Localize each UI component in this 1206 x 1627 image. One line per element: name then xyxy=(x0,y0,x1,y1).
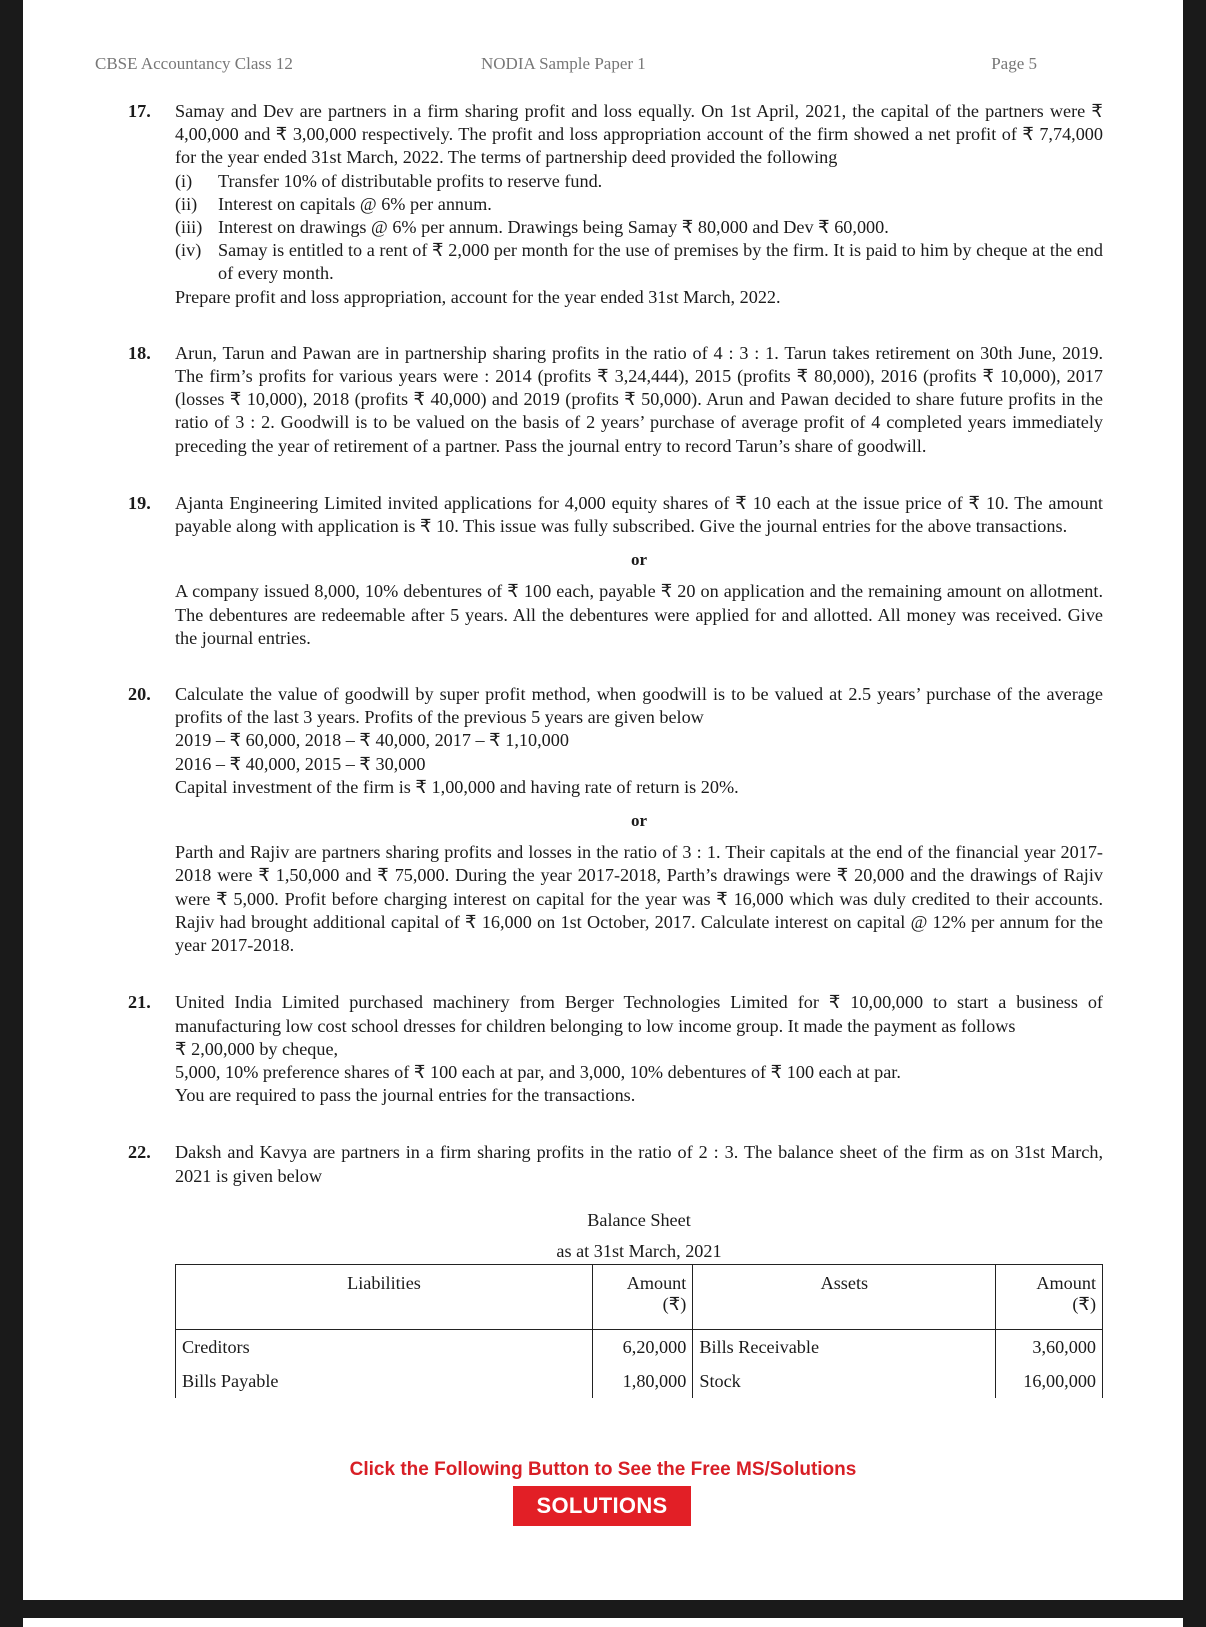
item-number: (iv) xyxy=(175,240,202,261)
header-left: CBSE Accountancy Class 12 xyxy=(95,54,293,73)
capital-line: Capital investment of the firm is ₹ 1,00,000 and having rate of return is 20%. xyxy=(175,776,739,797)
or-divider: or xyxy=(630,550,648,570)
asset-cell: Bills Receivable xyxy=(693,1330,996,1365)
question-18 xyxy=(128,342,1103,458)
solutions-cta-text: Click the Following Button to See the Free MS/Solutions xyxy=(349,1459,857,1480)
question-text: Calculate the value of goodwill by super profit method, when goodwill is to be valued at 2.5 years’ purchase of the average profits of the last 3 years. Profits of the previous 5 years are given below xyxy=(175,684,1103,728)
item-text: Samay is entitled to a rent of ₹ 2,000 per month for the use of premises by the firm. It is paid to him by cheque at the end of every month. xyxy=(218,240,1103,284)
question-21 xyxy=(128,991,1103,1107)
question-text: Arun, Tarun and Pawan are in partnership sharing profits in the ratio of 4 : 3 : 1. Tarun takes retirement on 30th June, 2019. The firm’s profits for various years were : 2014 (profits ₹ 3,24,444), 2015 (profits ₹ 80,000), 2016 (profits ₹ 10,000), 2017 (losses ₹ 10,000), 2018 (profits ₹ 40,000) and 2019 (profits ₹ 50,000). Arun and Pawan decided to share future profits in the ratio of 3 : 2. Goodwill is to be valued on the basis of 2 years’ purchase of average profit of 4 completed years immediately preceding the year of retirement of a partner. Pass the journal entry to record Tarun’s share of goodwill. xyxy=(175,342,1103,456)
solutions-button[interactable]: SOLUTIONS xyxy=(513,1486,691,1526)
liability-cell: Creditors xyxy=(176,1330,593,1365)
question-text: Samay and Dev are partners in a firm sharing profit and loss equally. On 1st April, 2021, the capital of the partners were ₹ 4,00,000 and ₹ 3,00,000 respectively. The profit and loss appropriation account of the firm showed a net profit of ₹ 7,74,000 for the year ended 31st March, 2022. The terms of partnership deed provided the following xyxy=(175,101,1103,168)
payment-line-1: ₹ 2,00,000 by cheque, xyxy=(175,1038,339,1059)
header-amount-2: Amount (₹) xyxy=(996,1265,1103,1330)
header-liabilities: Liabilities xyxy=(176,1265,593,1330)
table-header-row xyxy=(176,1265,1103,1330)
item-number: (i) xyxy=(175,170,193,191)
question-number: 22. xyxy=(128,1142,151,1163)
balance-sheet-title: Balance Sheet xyxy=(587,1209,691,1230)
header-center: NODIA Sample Paper 1 xyxy=(481,54,646,73)
document-page xyxy=(23,0,1183,1600)
list-item xyxy=(175,193,1103,216)
asset-amount-cell: 3,60,000 xyxy=(996,1330,1103,1365)
question-text: United India Limited purchased machinery from Berger Technologies Limited for ₹ 10,00,000 to start a business of manufacturing low cost school dresses for children belonging to low income group. It made the payment as follows xyxy=(175,992,1103,1036)
list-item xyxy=(175,239,1103,285)
table-row xyxy=(176,1330,1103,1365)
question-22 xyxy=(128,1141,1103,1187)
item-text: Interest on capitals @ 6% per annum. xyxy=(218,193,492,214)
question-20 xyxy=(128,683,1103,957)
item-number: (iii) xyxy=(175,217,203,238)
question-number: 17. xyxy=(128,101,151,121)
payment-line-2: 5,000, 10% preference shares of ₹ 100 each at par, and 3,000, 10% debentures of ₹ 100 each at par. xyxy=(175,1061,901,1082)
asset-amount-cell: 16,00,000 xyxy=(996,1364,1103,1398)
question-text: Ajanta Engineering Limited invited applications for 4,000 equity shares of ₹ 10 each at the issue price of ₹ 10. The amount payable along with application is ₹ 10. This issue was fully subscribed. Give the journal entries for the above transactions. xyxy=(175,492,1103,537)
instruction-line: You are required to pass the journal entries for the transactions. xyxy=(175,1085,636,1106)
question-text: Daksh and Kavya are partners in a firm sharing profits in the ratio of 2 : 3. The balance sheet of the firm as on 31st March, 2021 is given below xyxy=(175,1142,1103,1186)
next-page-edge xyxy=(23,1618,1183,1627)
question-number: 19. xyxy=(128,492,151,513)
balance-sheet-subtitle: as at 31st March, 2021 xyxy=(556,1240,722,1261)
header-amount: Amount (₹) xyxy=(593,1265,693,1330)
list-item xyxy=(175,170,1103,193)
liability-amount-cell: 1,80,000 xyxy=(593,1364,693,1398)
item-text: Interest on drawings @ 6% per annum. Drawings being Samay ₹ 80,000 and Dev ₹ 60,000. xyxy=(218,217,889,238)
balance-sheet-table xyxy=(175,1264,1103,1398)
alternative-question-text: A company issued 8,000, 10% debentures of ₹ 100 each, payable ₹ 20 on application and the remaining amount on allotment. The debentures are redeemable after 5 years. All the debentures were applied for and allotted. All money was received. Give the journal entries. xyxy=(175,581,1103,648)
question-closing: Prepare profit and loss appropriation, account for the year ended 31st March, 2022. xyxy=(175,286,781,307)
asset-cell: Stock xyxy=(693,1364,996,1398)
item-text: Transfer 10% of distributable profits to reserve fund. xyxy=(218,170,603,191)
question-number: 21. xyxy=(128,992,151,1013)
question-19 xyxy=(128,492,1103,650)
list-item xyxy=(175,216,1103,239)
liability-cell: Bills Payable xyxy=(176,1364,593,1398)
or-divider: or xyxy=(630,811,648,831)
alternative-question-text: Parth and Rajiv are partners sharing profits and losses in the ratio of 3 : 1. Their capitals at the end of the financial year 2017-2018 were ₹ 1,50,000 and ₹ 75,000. During the year 2017-2018, Parth’s drawings were ₹ 20,000 and the drawings of Rajiv were ₹ 5,000. Profit before charging interest on capital for the year was ₹ 16,000 which was duly credited to their accounts. Rajiv had brought additional capital of ₹ 16,000 on 1st October, 2017. Calculate interest on capital @ 12% per annum for the year 2017-2018. xyxy=(175,842,1103,956)
item-number: (ii) xyxy=(175,193,198,214)
question-number: 20. xyxy=(128,684,151,705)
questions-content xyxy=(128,100,1103,1398)
profits-line-2: 2016 – ₹ 40,000, 2015 – ₹ 30,000 xyxy=(175,753,426,774)
question-number: 18. xyxy=(128,342,151,363)
profits-line-1: 2019 – ₹ 60,000, 2018 – ₹ 40,000, 2017 – ₹ 1,10,000 xyxy=(175,730,569,751)
header-right: Page 5 xyxy=(991,54,1037,73)
liability-amount-cell: 6,20,000 xyxy=(593,1330,693,1365)
question-17 xyxy=(128,100,1103,309)
header-assets: Assets xyxy=(693,1265,996,1330)
page-header xyxy=(23,54,1183,78)
table-row xyxy=(176,1364,1103,1398)
